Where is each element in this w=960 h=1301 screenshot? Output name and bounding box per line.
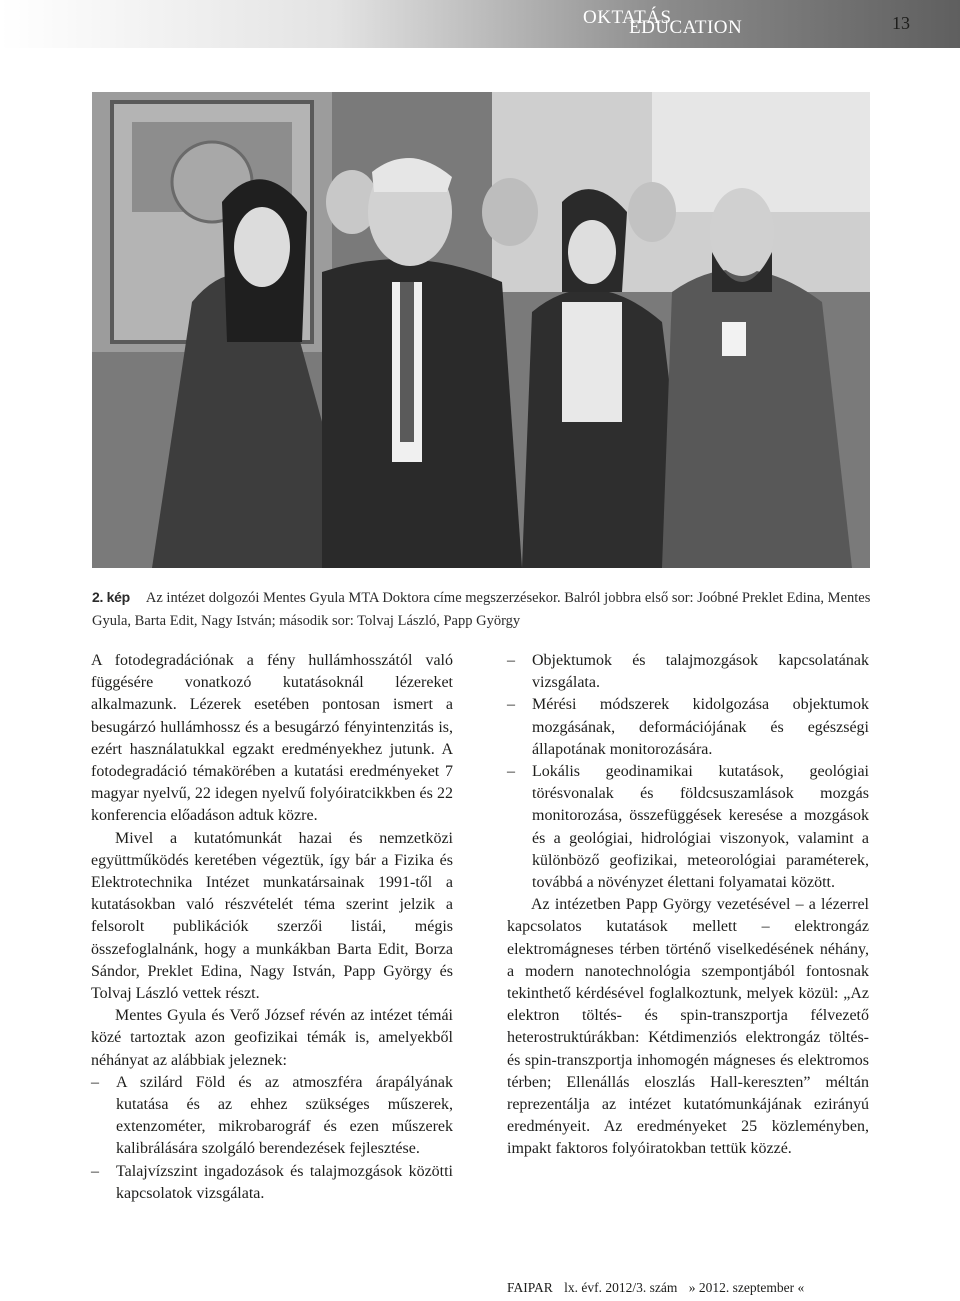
list-item xyxy=(91,1072,453,1161)
figure-label: 2. kép xyxy=(92,589,130,605)
left-column xyxy=(91,650,453,1205)
page-number: 13 xyxy=(892,13,910,33)
list-item-text: A szilárd Föld és az atmoszféra árapályának kutatása és az ehhez szükséges műszerek, extenzométer, mikrobarográf és ezen műszerek kalibrálására szolgáló berendezések fejlesztése. xyxy=(116,1073,453,1158)
footer-date: » 2012. szeptember « xyxy=(688,1280,805,1295)
figure-caption-text: Az intézet dolgozói Mentes Gyula MTA Doktora címe megszerzésekor. Balról jobbra első sor: Joóbné Preklet Edina, Mentes Gyula, Barta Edit, Nagy István; második sor: Tolvaj László, Papp György xyxy=(92,590,871,629)
list-item-text: Objektumok és talajmozgások kapcsolatának vizsgálata. xyxy=(532,652,869,692)
list-item xyxy=(91,1161,453,1205)
list-item xyxy=(507,761,869,894)
list-item-text: Talajvízszint ingadozások és talajmozgások közötti kapcsolatok vizsgálata. xyxy=(116,1162,453,1202)
footer-journal: FAIPAR xyxy=(507,1280,553,1295)
list-item-text: Lokális geodinamikai kutatások, geológiai törésvonalak és földcsuszamlások mozgás monitorozása, összefüggések keresése a mozgások és a geológiai, hidrológiai viszonyok, valamint a különböző geofizikai, meteorológiai paraméterek, továbbá a növényzet élettani folyamatai között. xyxy=(532,763,869,892)
left-paragraph-2: Mivel a kutatómunkát hazai és nemzetközi együttműködés keretében végeztük, így bár a Fizika és Elektrotechnika Intézet munkatársainak 1991-től a kutatásokban való részvételét téma szerint jelzik a felsorolt publikációk szerzői listái, mégis összefoglalnánk, hogy a munkákban Barta Edit, Borza Sándor, Preklet Edina, Nagy István, Papp György és Tolvaj László vettek részt. xyxy=(91,829,453,1003)
list-item xyxy=(507,694,869,761)
right-paragraph-1: Az intézetben Papp György vezetésével – a lézerrel kapcsolatos kutatások mellett – elektrongáz elektromágneses térben történő viselkedésének néhány, a modern nanotechnológia szempontjából fontosnak tekinthető kérdésével foglalkoztunk, melyek közül: „Az elektron töltés- és spin-transzportja félvezető heterostruktúrákban: Kétdimenziós elektrongáz töltés- és spin-transzportja inhomogén mágneses és elektromos térben; Ellenállás eloszlás Hall-kereszten” méltán reprezentálja az intézet kutatómunkájának ezirányú eredményeit. Az eredményeket 25 közleményben, impakt faktoros folyóiratokban tettük közzé. xyxy=(507,896,869,1158)
section-subtitle: EDUCATION xyxy=(629,17,743,38)
right-column xyxy=(507,650,869,1161)
dash-bullet: – xyxy=(507,652,515,669)
left-paragraph-3: Mentes Gyula és Verő József révén az intézet témái közé tartoztak azon geofizikai témák is, amelyekből néhányat az alábbiak jeleznek: xyxy=(91,1007,453,1069)
group-photo-illustration xyxy=(92,92,870,568)
left-paragraph-1: A fotodegradációnak a fény hullámhosszától való függésére vonatkozó kutatásoknál lézereket alkalmazunk. Lézerek esetében pontosan ismert a besugárzó hullámhossz és a besugárzó fényintenzitás is, ezért használatukkal egzakt eredményekhez jutunk. A fotodegradáció témakörében a kutatási eredményeket 7 magyar nyelvű, 22 idegen nyelvű folyóiratcikkben és 22 konferencia előadáson adtuk közre. xyxy=(91,652,453,825)
list-item-text: Mérési módszerek kidolgozása objektumok mozgásának, deformációjának és egészségi állapotának monitorozására. xyxy=(532,696,869,758)
list-item xyxy=(507,650,869,694)
dash-bullet: – xyxy=(91,1073,99,1091)
dash-bullet: – xyxy=(507,763,515,781)
dash-bullet: – xyxy=(91,1162,99,1180)
footer-volume: lx. évf. 2012/3. szám xyxy=(564,1280,678,1295)
page-footer xyxy=(507,1280,812,1296)
figure-caption xyxy=(92,586,882,633)
dash-bullet: – xyxy=(507,696,515,714)
header-band xyxy=(0,0,960,48)
section-title: OKTATÁS xyxy=(583,7,672,28)
group-photo xyxy=(92,92,870,568)
